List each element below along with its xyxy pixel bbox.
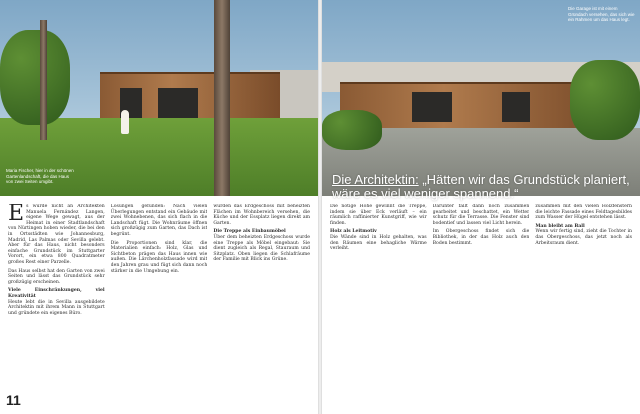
- text-column: [433, 204, 530, 400]
- section-subhead: Holz als Leitmotiv: [330, 229, 377, 235]
- paragraph: wurden das Erdgeschoss mit beheizten Flächen im Wohnbereich versehen, die Küche und der Essplatz liegen direkt am Garten.: [213, 204, 311, 226]
- page-number: 11: [6, 392, 21, 408]
- drop-cap: E: [8, 204, 25, 226]
- pull-quote-headline: [332, 173, 632, 201]
- text-column: [330, 204, 427, 400]
- shrub: [322, 110, 382, 150]
- woman-figure: [121, 110, 129, 134]
- right-page: [322, 0, 640, 414]
- text-column: [8, 204, 105, 400]
- article-columns: [8, 204, 310, 400]
- photo-caption: Die Garage ist mit einem Gründach versehen, das sich wie ein Rahmen um das Haus legt.: [568, 6, 635, 22]
- paragraph: Heute lebt die in Sevilla ausgebildete Architektin mit ihrem Mann in Stuttgart und gründete ein eigenes Büro.: [8, 299, 105, 316]
- section-subhead: Man bleibt am Ball: [535, 223, 585, 229]
- headline-kicker: Die Architektin:: [332, 172, 419, 187]
- tree-foliage: [0, 30, 70, 125]
- tree-trunk: [214, 0, 230, 196]
- text-column: [111, 204, 208, 400]
- paragraph: Wenn wir fertig sind, zieht die Tochter in das Obergeschoss, das jetzt noch als Arbeitsraum dient.: [535, 229, 633, 246]
- paragraph: Darunter fällt dann noch zusammen gearbeitet und beschattet, ein Wetter schutz für die Terrasse. Die Fenster sind bodentief und lassen viel Licht herein.: [432, 204, 530, 226]
- paragraph: Das Haus selbst hat den Garten von zwei Seiten und lässt das Grundstück sehr großzügig erscheinen.: [8, 268, 105, 285]
- paragraph: Lösungen gefunden: Nach vielen Überlegungen entstand ein Gebäude mit zwei Wohnebenen, das sich flach in die Landschaft fügt. Die Wohnräume öffnen sich großzügig zum Garten, das Dach ist begrünt.: [110, 204, 208, 237]
- photo-caption: Maria Fischer, hier in der schönen Gartenlandschaft, die das Haus von zwei Seiten umgibt.: [6, 168, 74, 184]
- article-columns: [330, 204, 632, 400]
- paragraph: Die Wände sind in Holz gehalten, was den Räumen eine behagliche Wärme verleiht.: [330, 234, 427, 252]
- house-window: [412, 92, 452, 122]
- paragraph: Die nötige Höhe gewinnt die Treppe, indem sie über Eck verläuft – ein räumlich raffinierter Kunstgriff, wie wir finden.: [330, 204, 427, 226]
- tree-foliage: [570, 60, 640, 140]
- text-column: [213, 204, 310, 400]
- paragraph: Im Obergeschoss findet sich die Bibliothek, in der das Holz auch den Boden bestimmt.: [432, 229, 530, 246]
- house-window: [158, 88, 198, 118]
- house-garden-photo: [0, 0, 318, 196]
- section-subhead: Die Treppe als Einbaumöbel: [213, 229, 286, 235]
- house-exterior-photo: [322, 0, 640, 196]
- text-column: [535, 204, 632, 400]
- paragraph: s wurde nicht an Architekten Manuela Fernández Langen, eigene Wege gewagt, aus der Heimat in einer Stadtlandschaft von Nürtingen hoben wieder, die bei den in Ortsstädten wie Johannesburg, Madrid, Las Palmas oder Sevilla gelebt. Aber für das Haus, nicht besonders einfache Grundstück im Stuttgarter Vorort, ein etwa 800 Quadratmeter großes Rest einer Parzelle.: [8, 204, 105, 265]
- paragraph: Über dem beheizten Erdgeschoss wurde eine Treppe als Möbel eingebaut: Sie dient zugleich als Regal, Stauraum und Sitzplatz. Oben liegen die Schlafräume der Familie mit Blick ins Grüne.: [213, 234, 311, 263]
- paragraph: zusammen mit den vielen Holzfenstern die leichte Fassade eines Feldtagesbildes zum Wasser der Hügel entstehen lässt.: [535, 204, 633, 221]
- left-page: [0, 0, 318, 414]
- section-subhead: Viele Einschränkungen, viel Kreativität: [8, 288, 105, 299]
- headline-quote: „Hätten wir das Grundstück planiert, wäre es viel weniger spannend.“: [332, 172, 630, 201]
- paragraph: Die Proportionen sind klar, die Materialien einfach: Holz, Glas und Sichtbeton prägen das Haus innen wie außen. Die Lärchenholzfassade wird mit den Jahren grau und fügt sich dann noch stärker in die Umgebung ein.: [110, 240, 208, 274]
- tree-trunk: [40, 20, 47, 140]
- house-window: [502, 92, 530, 122]
